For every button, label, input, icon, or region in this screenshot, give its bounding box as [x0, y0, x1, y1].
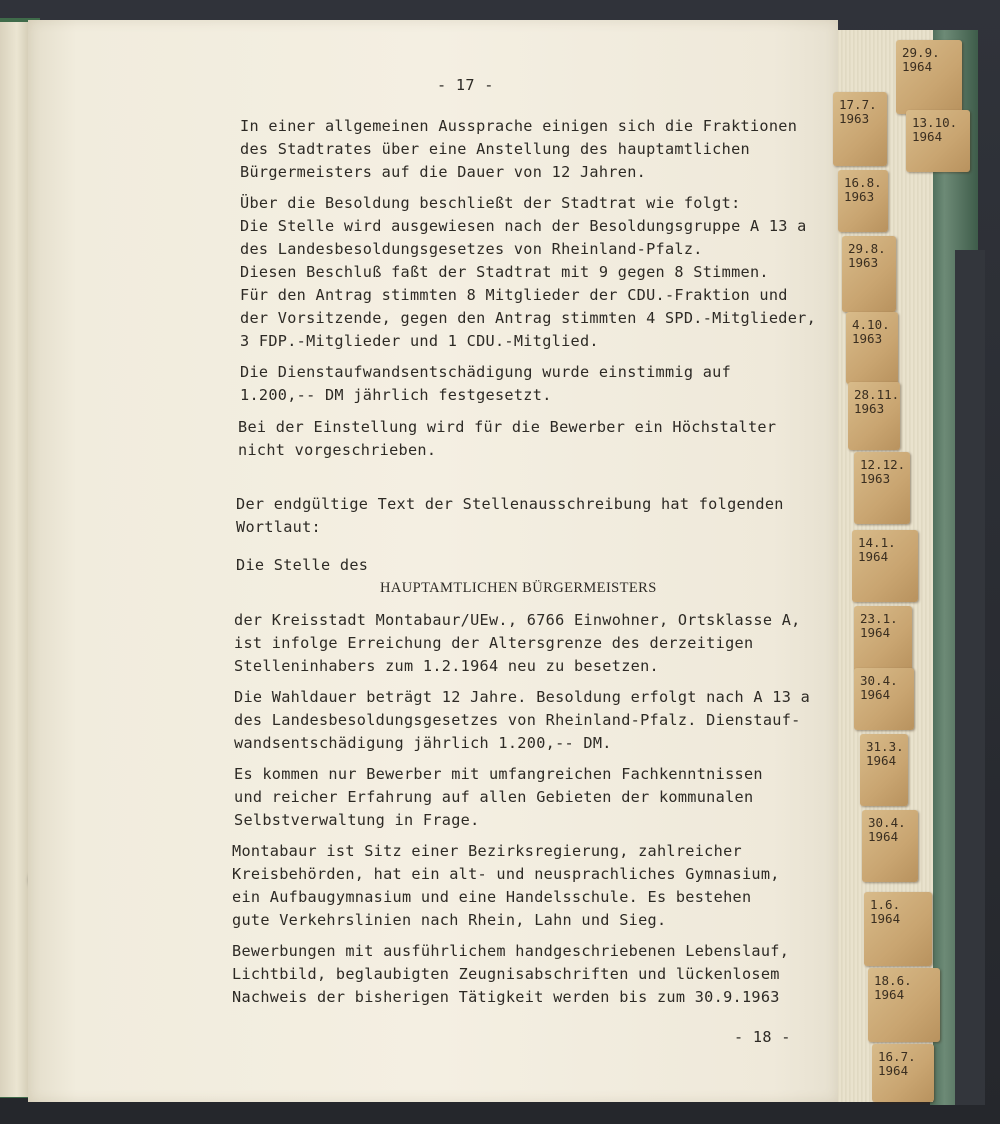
tab-date: 16.7.: [878, 1049, 916, 1064]
text-line: und reicher Erfahrung auf allen Gebieten der kommunalen: [234, 788, 754, 806]
tab-year: 1964: [874, 987, 905, 1002]
tab-date: 29.8.: [848, 241, 886, 256]
text-line: Der endgültige Text der Stellenausschreibung hat folgenden: [236, 495, 784, 513]
text-line: des Landesbesoldungsgesetzes von Rheinland-Pfalz.: [240, 240, 703, 258]
tab-date: 23.1.: [860, 611, 898, 626]
tab-year: 1963: [860, 471, 891, 486]
text-line: Montabaur ist Sitz einer Bezirksregierung, zahlreicher: [232, 842, 742, 860]
text-line: Selbstverwaltung in Frage.: [234, 811, 480, 829]
tab-date: 12.12.: [860, 457, 906, 472]
text-line: ist infolge Erreichung der Altersgrenze des derzeitigen: [234, 634, 754, 652]
text-line: des Stadtrates über eine Anstellung des hauptamtlichen: [240, 140, 750, 158]
tab-year: 1964: [860, 687, 891, 702]
tab-date: 28.11.: [854, 387, 900, 402]
tab-year: 1963: [854, 401, 885, 416]
text-line: Die Stelle wird ausgewiesen nach der Besoldungsgruppe A 13 a: [240, 217, 807, 235]
tab-year: 1964: [870, 911, 901, 926]
text-line: Für den Antrag stimmten 8 Mitglieder der CDU.-Fraktion und: [240, 286, 788, 304]
text-line: Die Dienstaufwandsentschädigung wurde einstimmig auf: [240, 363, 732, 381]
tab-year: 1964: [858, 549, 889, 564]
tab-year: 1964: [860, 625, 891, 640]
tab-date: 31.3.: [866, 739, 904, 754]
text-line: Stelleninhabers zum 1.2.1964 neu zu besetzen.: [234, 657, 659, 675]
text-line: Bürgermeisters auf die Dauer von 12 Jahren.: [240, 163, 647, 181]
text-line: Diesen Beschluß faßt der Stadtrat mit 9 gegen 8 Stimmen.: [240, 263, 769, 281]
text-line: Über die Besoldung beschließt der Stadtrat wie folgt:: [240, 194, 741, 212]
tab-date: 17.7.: [839, 97, 877, 112]
text-line: Bewerbungen mit ausführlichem handgeschriebenen Lebenslauf,: [232, 942, 790, 960]
tab-date: 4.10.: [852, 317, 890, 332]
tab-year: 1963: [852, 331, 883, 346]
tab-date: 30.4.: [860, 673, 898, 688]
text-line: 3 FDP.-Mitglieder und 1 CDU.-Mitglied.: [240, 332, 599, 350]
tab-year: 1964: [868, 829, 899, 844]
tab-year: 1964: [912, 129, 943, 144]
tab-year: 1964: [902, 59, 933, 74]
text-line: Es kommen nur Bewerber mit umfangreichen Fachkenntnissen: [234, 765, 763, 783]
tab-year: 1963: [839, 111, 870, 126]
text-line: gute Verkehrslinien nach Rhein, Lahn und Sieg.: [232, 911, 667, 929]
text-line: des Landesbesoldungsgesetzes von Rheinland-Pfalz. Dienstauf-: [234, 711, 801, 729]
text-line: Nachweis der bisherigen Tätigkeit werden bis zum 30.9.1963: [232, 988, 780, 1006]
text-line: 1.200,-- DM jährlich festgesetzt.: [240, 386, 552, 404]
text-line: der Kreisstadt Montabaur/UEw., 6766 Einwohner, Ortsklasse A,: [234, 611, 801, 629]
tab-date: 18.6.: [874, 973, 912, 988]
tab-date: 1.6.: [870, 897, 901, 912]
text-line: Die Wahldauer beträgt 12 Jahre. Besoldung erfolgt nach A 13 a: [234, 688, 811, 706]
text-line: nicht vorgeschrieben.: [238, 441, 437, 459]
text-line: Kreisbehörden, hat ein alt- und neusprachliches Gymnasium,: [232, 865, 780, 883]
tab-year: 1963: [844, 189, 875, 204]
page-number-footer: - 18 -: [734, 1028, 791, 1046]
tab-date: 14.1.: [858, 535, 896, 550]
tab-date: 29.9.: [902, 45, 940, 60]
text-line: der Vorsitzende, gegen den Antrag stimmten 4 SPD.-Mitglieder,: [240, 309, 817, 327]
text-line: ein Aufbaugymnasium und eine Handelsschule. Es bestehen: [232, 888, 752, 906]
tab-date: 16.8.: [844, 175, 882, 190]
text-line: Wortlaut:: [236, 518, 321, 536]
text-line: In einer allgemeinen Aussprache einigen sich die Fraktionen: [240, 117, 798, 135]
page-number-header: - 17 -: [437, 76, 494, 94]
text-line: wandsentschädigung jährlich 1.200,-- DM.: [234, 734, 612, 752]
tab-year: 1964: [866, 753, 897, 768]
position-title: HAUPTAMTLICHEN BÜRGERMEISTERS: [380, 580, 657, 596]
tab-date: 13.10.: [912, 115, 958, 130]
text-line: Lichtbild, beglaubigten Zeugnisabschriften und lückenlosem: [232, 965, 780, 983]
text-line: Die Stelle des: [236, 556, 369, 574]
tab-year: 1964: [878, 1063, 909, 1078]
text-line: Bei der Einstellung wird für die Bewerber ein Höchstalter: [238, 418, 777, 436]
tab-date: 30.4.: [868, 815, 906, 830]
tab-year: 1963: [848, 255, 879, 270]
